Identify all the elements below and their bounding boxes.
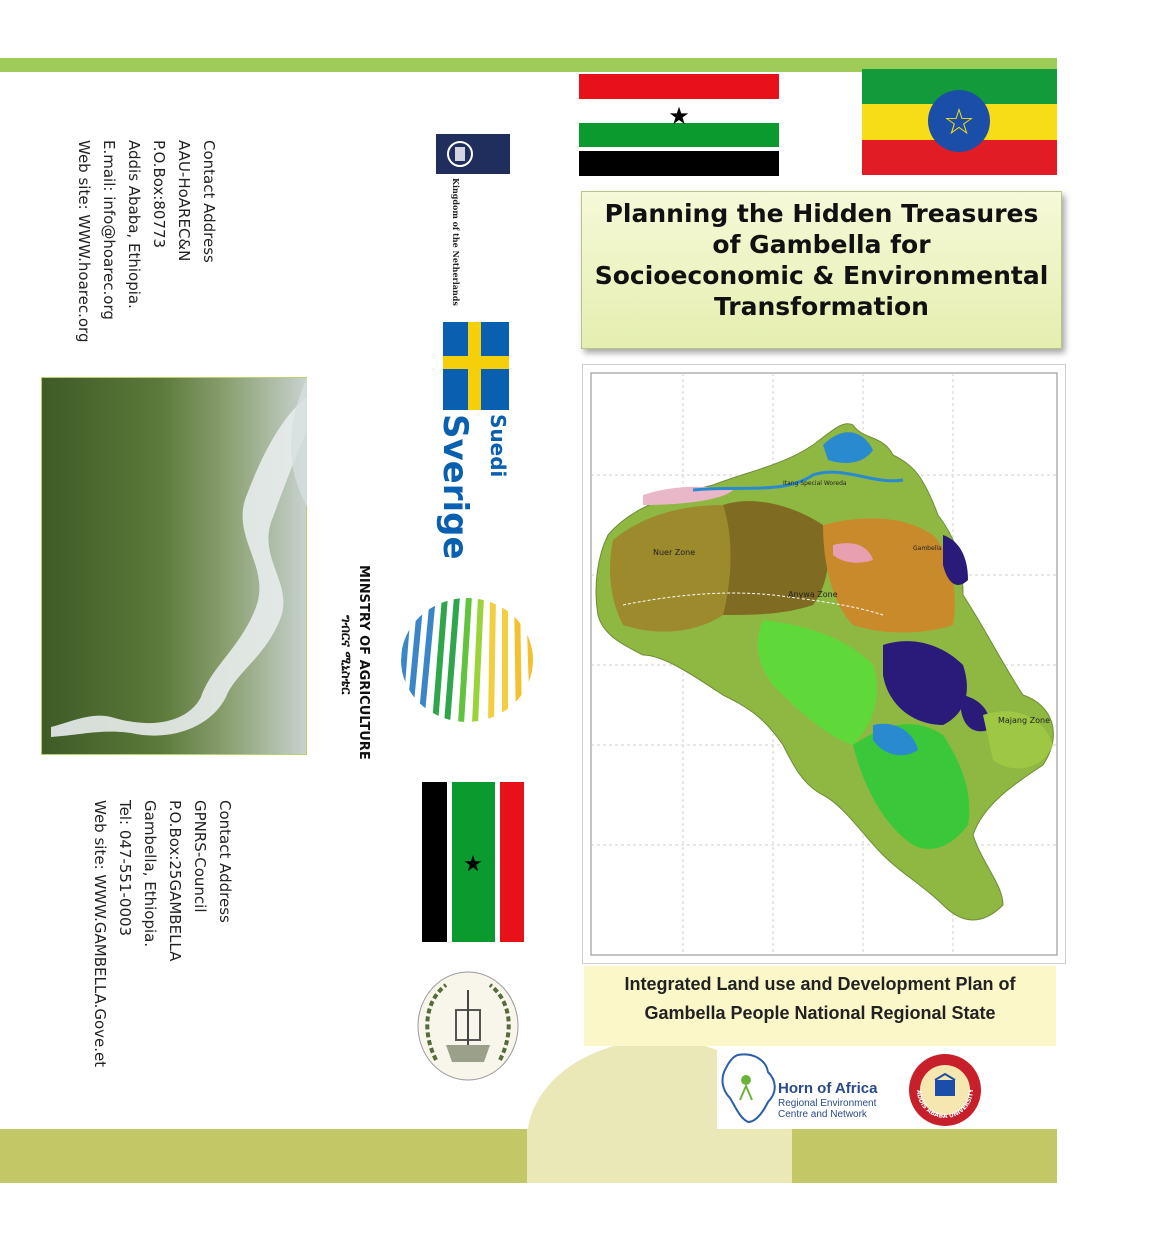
title-line: Socioeconomic & Environmental <box>594 261 1049 290</box>
gambella-flag-vertical <box>422 782 524 942</box>
contact-left <box>71 140 221 343</box>
title-box <box>581 191 1062 349</box>
contact-right-line: Tel: 047-551-0003 <box>116 800 134 937</box>
contact-right-line: Gambella, Ethiopia. <box>141 800 159 948</box>
contact-right-line: Contact Address <box>216 800 234 923</box>
ethiopia-flag <box>862 69 1057 175</box>
title-line: Planning the Hidden Treasures <box>604 199 1039 228</box>
contact-left-line: Contact Address <box>200 140 218 263</box>
aau-seal-icon <box>907 1052 983 1128</box>
hoarec-title: Horn of Africa <box>778 1080 878 1097</box>
subtitle-line: Gambella People National Regional State <box>644 1003 996 1023</box>
hoarec-subtitle-line: Centre and Network <box>778 1109 867 1120</box>
contact-right-line: Web site: WWW.GAMBELLA.Gove.et <box>91 800 109 1068</box>
contact-right <box>87 800 237 1067</box>
netherlands-label: Kingdom of the Netherlands <box>451 178 461 306</box>
gambella-emblem-icon <box>416 970 520 1082</box>
map-label-itang: Itang Special Woreda <box>783 480 847 487</box>
sweden-flag <box>443 322 509 410</box>
landscape-photo <box>41 377 307 755</box>
gambella-flag-horizontal <box>579 74 779 176</box>
ministry-english: MINSTRY OF AGRICULTURE <box>356 565 371 760</box>
subtitle <box>584 970 1056 1028</box>
title-line: Transformation <box>714 292 929 321</box>
land-use-map <box>582 364 1066 964</box>
map-label-gambella: Gambella <box>913 545 942 552</box>
contact-right-line: P.O.Box:25GAMBELLA <box>166 800 184 962</box>
netherlands-crest-icon <box>436 134 510 174</box>
star-icon: ☆ <box>942 102 976 143</box>
hoarec-logo <box>718 1050 888 1126</box>
map-label-majang: Majang Zone <box>998 716 1050 725</box>
netherlands-logo <box>436 134 510 306</box>
star-icon: ★ <box>668 102 690 130</box>
sweden-label-top: Suedi <box>486 414 510 478</box>
bottom-arc-overlay <box>527 1129 792 1183</box>
contact-left-line: Addis Ababa, Ethiopia. <box>125 140 143 309</box>
ministry-amharic: ግብርና ሚኒስቴር <box>338 615 353 695</box>
bottom-cover <box>500 1183 830 1241</box>
contact-left-line: E.mail: info@hoarec.org <box>100 140 118 320</box>
page-title <box>582 198 1061 322</box>
aau-seal-text: ADDIS ABABA UNIVERSITY <box>914 1088 976 1121</box>
gambella-map <box>583 365 1065 963</box>
subtitle-line: Integrated Land use and Development Plan of <box>624 974 1016 994</box>
contact-left-line: Web site: WWW.hoarec.org <box>75 140 93 343</box>
title-line: of Gambella for <box>712 230 931 259</box>
africa-map-icon <box>718 1050 782 1126</box>
hoarec-subtitle <box>778 1098 876 1120</box>
ministry-of-agriculture-text <box>336 565 372 760</box>
contact-left-line: AAU-HoAREC&N <box>175 140 193 262</box>
hoarec-subtitle-line: Regional Environment <box>778 1098 877 1109</box>
map-label-anywa: Anywa Zone <box>788 590 838 599</box>
star-icon: ★ <box>463 852 483 877</box>
map-label-nuer: Nuer Zone <box>653 548 696 557</box>
contact-left-line: P.O.Box:80773 <box>150 140 168 249</box>
contact-right-line: GPNRS-Council <box>191 800 209 913</box>
ministry-logo-icon <box>399 596 535 724</box>
subtitle-box <box>584 966 1056 1046</box>
sweden-label-bottom: Sverige <box>435 414 475 560</box>
